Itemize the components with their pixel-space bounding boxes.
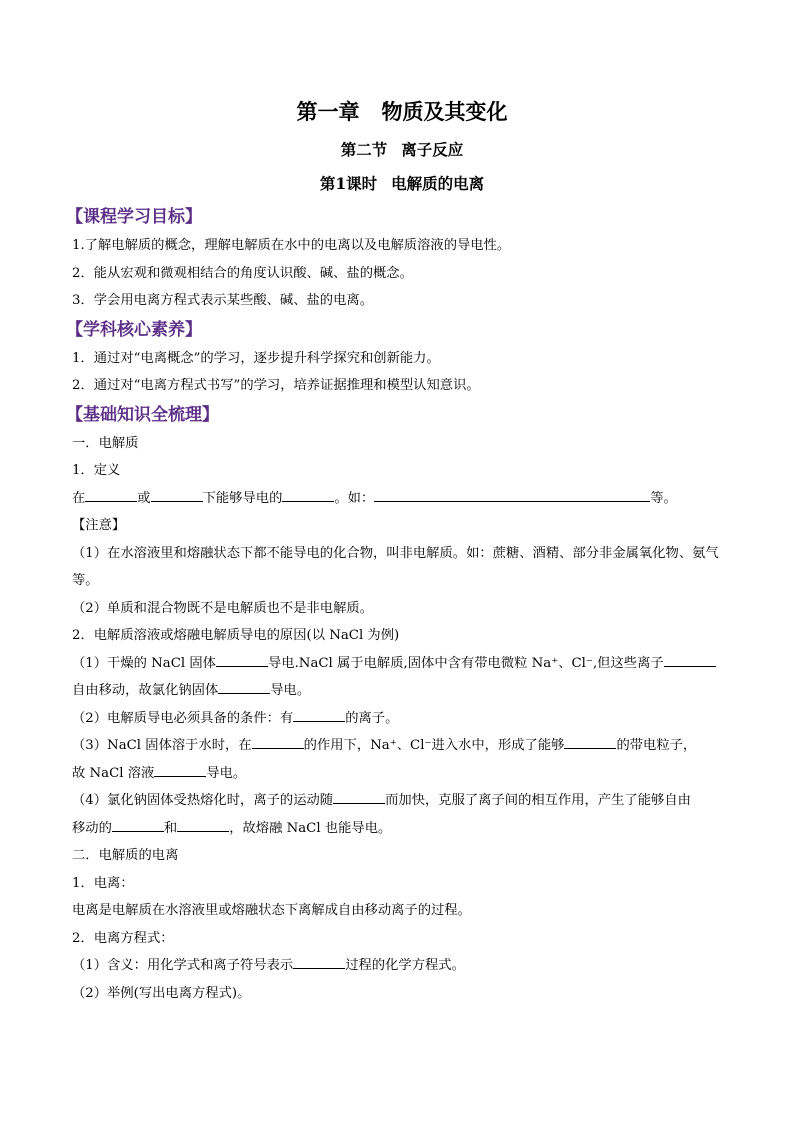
basics-heading: 【基础知识全梳理】: [66, 404, 219, 425]
chapter-title: [72, 96, 732, 128]
reason-item-1-cont: 自由移动，故氯化钠固体 导电。: [72, 677, 732, 705]
chapter-number: 第一章: [296, 99, 360, 124]
goal-item: 1.了解电解质的概念，理解电解质在水中的电离以及电解质溶液的导电性。: [72, 238, 511, 253]
fill-blank[interactable]: [154, 761, 206, 777]
lesson-number: 第1课时: [319, 174, 378, 193]
fill-blank[interactable]: [85, 486, 137, 502]
fill-blank[interactable]: [252, 733, 304, 749]
fill-blank[interactable]: [564, 733, 616, 749]
fill-blank[interactable]: [293, 953, 345, 969]
definition-title: 1．定义: [72, 463, 121, 478]
goals-heading: 【课程学习目标】: [66, 207, 202, 227]
reason-item-4-cont: 移动的 和 ，故熔融 NaCl 也能导电。: [72, 815, 732, 843]
core-item: 1．通过对“电离概念”的学习，逐步提升科学探究和创新能力。: [72, 350, 440, 366]
reason-title: 2．电解质溶液或熔融电解质导电的原因(以 NaCl 为例): [72, 628, 400, 643]
core-item: 2．通过对“电离方程式书写”的学习，培养证据推理和模型认知意识。: [72, 378, 480, 393]
goal-item: 3．学会用电离方程式表示某些酸、碱、盐的电离。: [72, 293, 373, 308]
fill-blank[interactable]: [216, 651, 268, 667]
lesson-title: [72, 170, 732, 198]
section-number: 第二节: [340, 140, 388, 159]
fill-blank[interactable]: [374, 486, 650, 502]
chapter-topic: 物质及其变化: [381, 99, 508, 124]
part2-heading: 二．电解质的电离: [72, 848, 179, 863]
fill-blank[interactable]: [664, 651, 716, 667]
fill-blank[interactable]: [282, 486, 334, 502]
fill-blank[interactable]: [177, 816, 229, 832]
ionization-title: 1．电离：: [72, 875, 134, 891]
reason-item-1: （1）干燥的 NaCl 固体 导电.NaCl 属于电解质,固体中含有带电微粒 Na⁺、Cl⁻,但这些离子: [72, 650, 732, 678]
equation-meaning: （1）含义：用化学式和离子符号表示 过程的化学方程式。: [72, 952, 732, 980]
reason-item-2: （2）电解质导电必须具备的条件：有 的离子。: [72, 705, 732, 733]
section-topic: 离子反应: [401, 140, 464, 159]
ionization-definition: 电离是电解质在水溶液里或熔融状态下离解成自由移动离子的过程。: [72, 903, 471, 918]
note-item: （1）在水溶液里和熔融状态下都不能导电的化合物，叫非电解质。如：蔗糖、酒精、部分非金属氧化物、氨气等。: [72, 545, 719, 588]
lesson-topic: 电解质的电离: [391, 174, 485, 193]
note-item: （2）单质和混合物既不是电解质也不是非电解质。: [72, 600, 373, 616]
fill-blank[interactable]: [151, 486, 203, 502]
reason-item-4: （4）氯化钠固体受热熔化时，离子的运动随 而加快，克服了离子间的相互作用，产生了能够自由: [72, 787, 732, 815]
fill-blank[interactable]: [218, 678, 270, 694]
fill-blank[interactable]: [293, 706, 345, 722]
goal-item: 2．能从宏观和微观相结合的角度认识酸、碱、盐的概念。: [72, 265, 413, 281]
note-title: 【注意】: [72, 518, 126, 533]
part1-heading: 一．电解质: [72, 435, 139, 451]
document-page: [66, 96, 732, 1007]
core-heading: 【学科核心素养】: [66, 319, 202, 340]
reason-item-3: （3）NaCl 固体溶于水时，在 的作用下，Na⁺、Cl⁻进入水中，形成了能够 的带电粒子，: [72, 732, 732, 760]
fill-blank[interactable]: [333, 788, 385, 804]
definition-line: 在 或 下能够导电的 。如： 等。: [72, 485, 732, 513]
reason-item-3-cont: 故 NaCl 溶液 导电。: [72, 760, 732, 788]
equation-example: （2）举例(写出电离方程式)。: [72, 985, 251, 1001]
equation-title: 2．电离方程式：: [72, 930, 174, 946]
fill-blank[interactable]: [112, 816, 164, 832]
section-title: [72, 136, 732, 164]
